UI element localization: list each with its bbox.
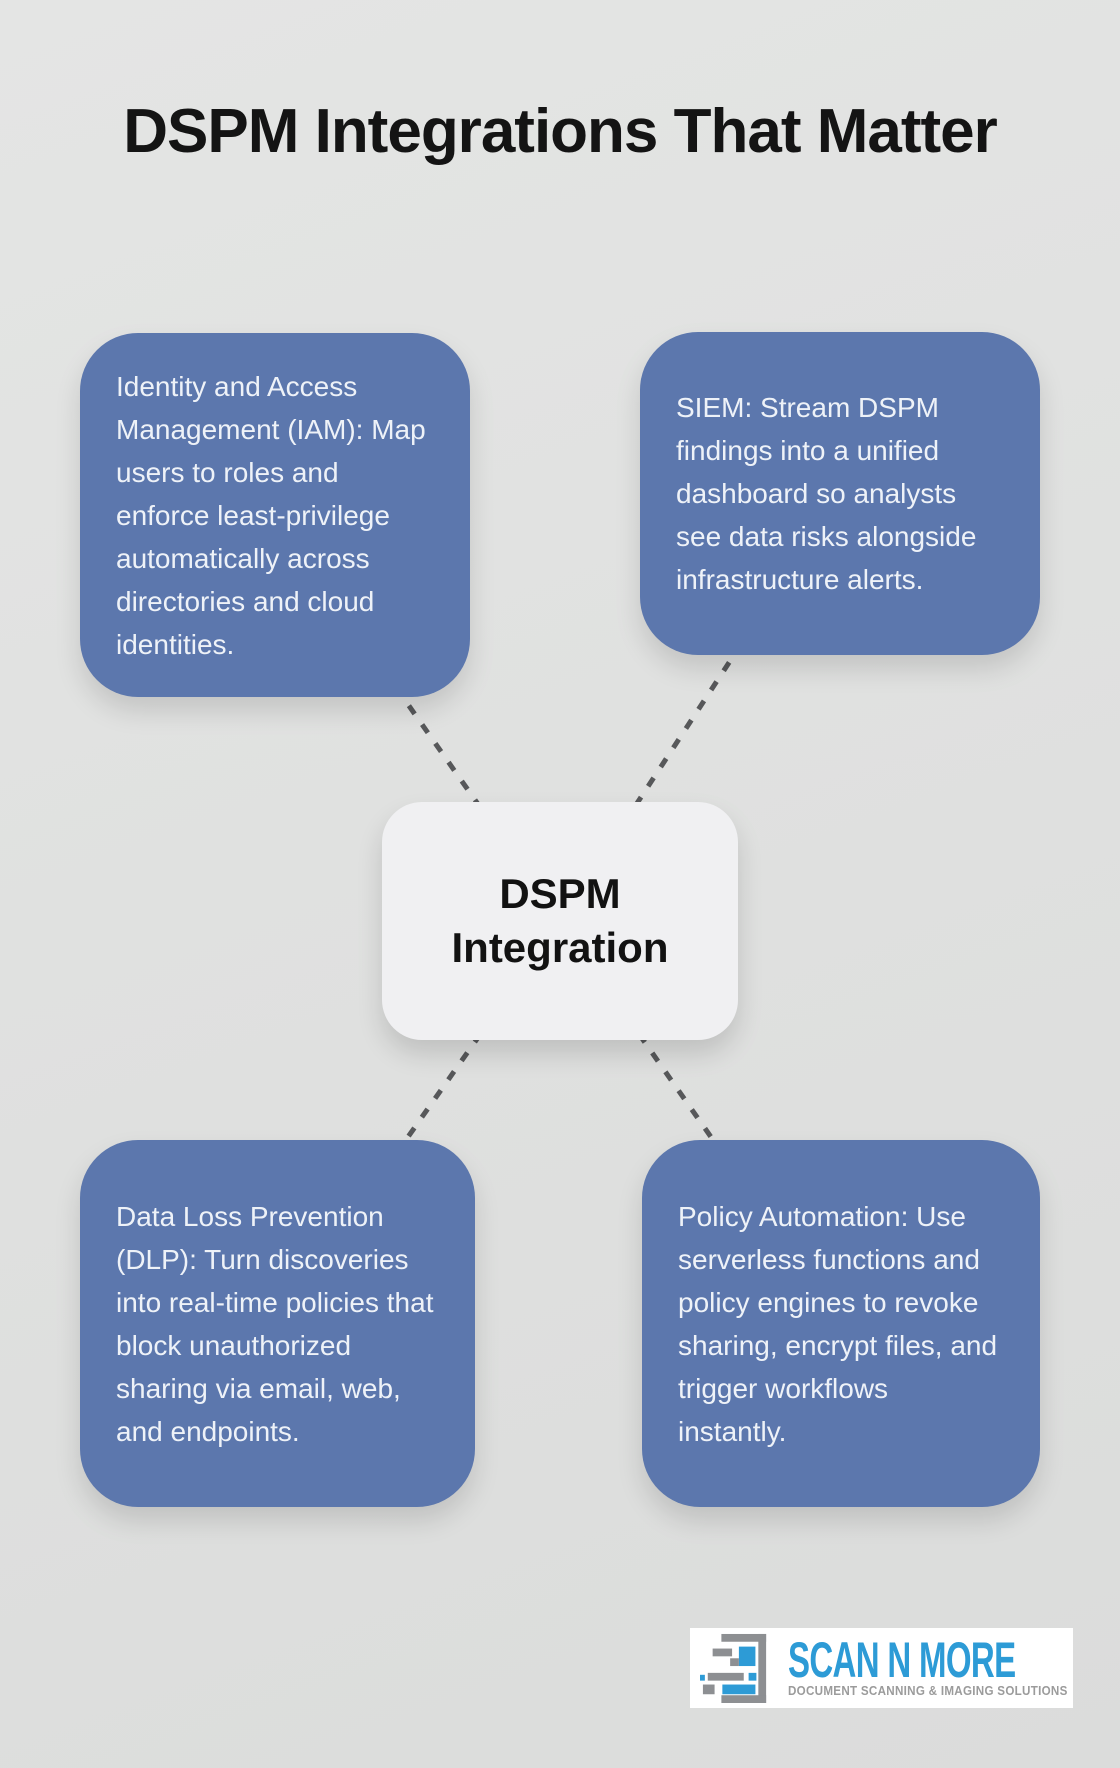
- node-iam-text: Identity and Access Management (IAM): Map users to roles and enforce least-privilege automatically across directories and cloud identities.: [116, 370, 426, 660]
- center-node: [382, 802, 738, 1040]
- logo-text-block: [788, 1631, 1120, 1698]
- node-dlp-text: Data Loss Prevention (DLP): Turn discoveries into real-time policies that block unauthorized sharing via email, web, and endpoints.: [116, 1200, 434, 1447]
- scan-document-icon: [700, 1631, 770, 1705]
- logo: [690, 1628, 1073, 1708]
- node-siem-text: SIEM: Stream DSPM findings into a unified dashboard so analysts see data risks alongside infrastructure alerts.: [676, 392, 977, 595]
- page-title: DSPM Integrations That Matter: [123, 97, 997, 166]
- logo-tagline: DOCUMENT SCANNING & IMAGING SOLUTIONS: [788, 1683, 1068, 1698]
- logo-name: SCAN N MORE: [788, 1631, 1016, 1688]
- node-iam: [80, 333, 470, 697]
- node-siem: [640, 332, 1040, 655]
- node-policy-text: Policy Automation: Use serverless functions and policy engines to revoke sharing, encrypt files, and trigger workflows instantly.: [678, 1200, 998, 1447]
- node-policy: [642, 1140, 1040, 1507]
- node-dlp: [80, 1140, 475, 1507]
- center-node-label: DSPM Integration: [451, 870, 669, 971]
